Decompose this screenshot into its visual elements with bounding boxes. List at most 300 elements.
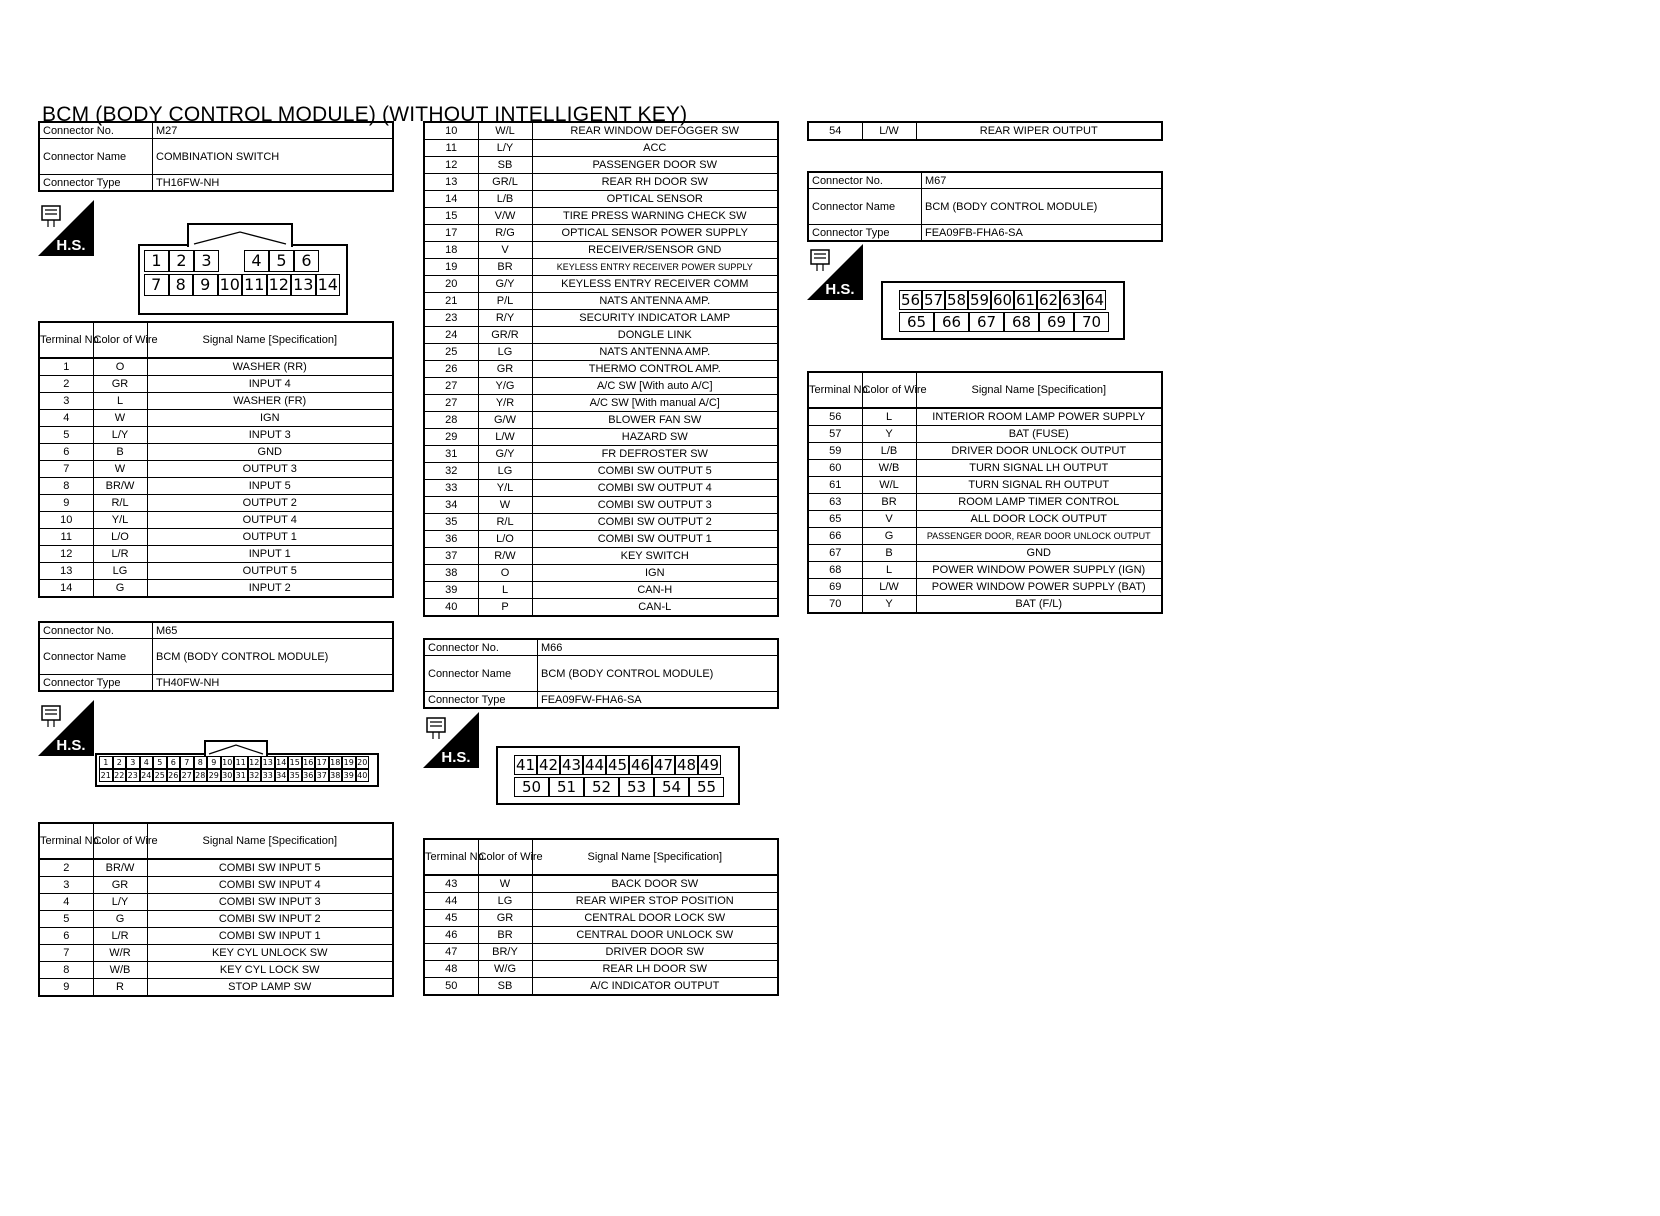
terminal-no-cell: 38 — [424, 565, 478, 582]
terminal-no-cell: 59 — [808, 443, 862, 460]
wire-color-cell: W/G — [478, 961, 532, 978]
wire-color-cell: GR/R — [478, 327, 532, 344]
terminal-no-cell: 14 — [424, 191, 478, 208]
color-of-wire-header: Color of Wire — [478, 839, 532, 875]
connector-pin: 56 — [900, 291, 921, 309]
terminal-no-cell: 7 — [39, 945, 93, 962]
connector-pin: 5 — [153, 756, 167, 769]
wire-color-cell: BR — [862, 494, 916, 511]
signal-name-cell: PASSENGER DOOR SW — [532, 157, 778, 174]
signal-name-cell: KEY CYL LOCK SW — [147, 962, 393, 979]
signal-name-cell: IGN — [532, 565, 778, 582]
signal-name-cell: INTERIOR ROOM LAMP POWER SUPPLY — [916, 408, 1162, 426]
signal-name-cell: ACC — [532, 140, 778, 157]
table-row — [424, 378, 778, 395]
table-row — [424, 276, 778, 293]
color-of-wire-header: Color of Wire — [93, 322, 147, 358]
signal-name-cell: REAR WIPER OUTPUT — [916, 122, 1162, 140]
wire-color-cell: GR — [93, 877, 147, 894]
wire-color-cell: R/Y — [478, 310, 532, 327]
connector-pin: 47 — [653, 756, 674, 774]
wire-color-cell: W/B — [862, 460, 916, 477]
wire-color-cell: R/G — [478, 225, 532, 242]
m65-terminal-table-continued — [423, 121, 779, 617]
signal-name-cell: BLOWER FAN SW — [532, 412, 778, 429]
table-row — [424, 122, 778, 140]
wire-color-cell: L/Y — [93, 894, 147, 911]
m67-connector-info — [807, 171, 1163, 242]
signal-name-cell: RECEIVER/SENSOR GND — [532, 242, 778, 259]
terminal-no-cell: 18 — [424, 242, 478, 259]
wire-color-cell: V — [478, 242, 532, 259]
table-row — [424, 893, 778, 910]
wire-color-cell: W/L — [478, 122, 532, 140]
signal-name-cell: KEYLESS ENTRY RECEIVER COMM — [532, 276, 778, 293]
table-row — [808, 460, 1162, 477]
connector-no-label: Connector No. — [424, 639, 538, 656]
signal-name-cell: COMBI SW INPUT 2 — [147, 911, 393, 928]
terminal-no-cell: 13 — [39, 563, 93, 580]
signal-name-cell: TIRE PRESS WARNING CHECK SW — [532, 208, 778, 225]
signal-name-cell: WASHER (FR) — [147, 393, 393, 410]
connector-pin: 42 — [538, 756, 559, 774]
connector-pin: 22 — [114, 771, 125, 780]
table-row — [424, 259, 778, 276]
connector-pin: 13 — [291, 274, 316, 296]
connector-pin: 69 — [1039, 312, 1074, 332]
connector-pin: 11 — [235, 758, 246, 767]
signal-name-cell: OUTPUT 2 — [147, 495, 393, 512]
connector-pin: 64 — [1084, 291, 1105, 309]
m65-connector-diagram — [95, 753, 379, 787]
terminal-no-cell: 27 — [424, 378, 478, 395]
terminal-no-cell: 26 — [424, 361, 478, 378]
wire-color-cell: G — [862, 528, 916, 545]
wire-color-cell: L/W — [862, 122, 916, 140]
m27-connector-type: TH16FW-NH — [153, 175, 394, 192]
signal-name-cell: TURN SIGNAL RH OUTPUT — [916, 477, 1162, 494]
terminal-no-cell: 12 — [424, 157, 478, 174]
connector-name-label: Connector Name — [808, 189, 922, 225]
table-row — [424, 191, 778, 208]
pin-cavity-empty — [219, 250, 244, 272]
wire-color-cell: W — [478, 497, 532, 514]
connector-pin: 30 — [222, 771, 233, 780]
wire-color-cell: B — [93, 444, 147, 461]
wire-color-cell: L/O — [93, 529, 147, 546]
wire-color-cell: G — [93, 911, 147, 928]
connector-pin: 5 — [269, 250, 294, 272]
table-row — [424, 208, 778, 225]
terminal-no-cell: 66 — [808, 528, 862, 545]
connector-pin: 45 — [607, 756, 628, 774]
signal-name-cell: OPTICAL SENSOR POWER SUPPLY — [532, 225, 778, 242]
terminal-no-header: Terminal No. — [39, 823, 93, 859]
terminal-no-cell: 1 — [39, 358, 93, 376]
connector-pin: 8 — [194, 756, 208, 769]
signal-name-cell: PASSENGER DOOR, REAR DOOR UNLOCK OUTPUT — [916, 528, 1162, 545]
terminal-no-cell: 28 — [424, 412, 478, 429]
connector-pin: 34 — [276, 771, 287, 780]
terminal-no-cell: 9 — [39, 495, 93, 512]
signal-name-cell: GND — [147, 444, 393, 461]
connector-type-label: Connector Type — [424, 692, 538, 709]
table-row — [808, 528, 1162, 545]
terminal-no-cell: 50 — [424, 978, 478, 996]
wire-color-cell: BR/W — [93, 478, 147, 495]
connector-pin: 27 — [181, 771, 192, 780]
terminal-no-cell: 3 — [39, 393, 93, 410]
terminal-no-cell: 37 — [424, 548, 478, 565]
table-row — [808, 443, 1162, 460]
terminal-no-cell: 23 — [424, 310, 478, 327]
wire-color-cell: LG — [93, 563, 147, 580]
m65-connector-type: TH40FW-NH — [153, 675, 394, 692]
terminal-no-cell: 4 — [39, 894, 93, 911]
connector-pin: 17 — [316, 758, 327, 767]
terminal-no-cell: 21 — [424, 293, 478, 310]
signal-name-cell: DRIVER DOOR UNLOCK OUTPUT — [916, 443, 1162, 460]
hs-harness-side-icon — [38, 200, 94, 256]
table-row — [424, 582, 778, 599]
table-row — [424, 293, 778, 310]
wire-color-cell: W/R — [93, 945, 147, 962]
table-row — [39, 393, 393, 410]
connector-pin: 14 — [316, 274, 341, 296]
connector-pin: 20 — [357, 758, 368, 767]
table-row — [39, 859, 393, 877]
connector-pin: 3 — [126, 756, 140, 769]
wire-color-cell: W — [93, 461, 147, 478]
signal-name-header: Signal Name [Specification] — [147, 823, 393, 859]
wire-color-cell: G/Y — [478, 446, 532, 463]
wire-color-cell: BR — [478, 927, 532, 944]
wire-color-cell: Y/L — [93, 512, 147, 529]
hs-harness-side-icon — [423, 712, 479, 768]
connector-no-label: Connector No. — [808, 172, 922, 189]
m67-terminal-table — [807, 371, 1163, 614]
connector-pin: 19 — [343, 758, 354, 767]
connector-pin: 10 — [222, 758, 233, 767]
table-row — [808, 545, 1162, 562]
signal-name-cell: SECURITY INDICATOR LAMP — [532, 310, 778, 327]
terminal-no-cell: 68 — [808, 562, 862, 579]
terminal-no-cell: 44 — [424, 893, 478, 910]
wire-color-cell: L/W — [862, 579, 916, 596]
connector-pin: 70 — [1074, 312, 1109, 332]
signal-name-cell: INPUT 2 — [147, 580, 393, 598]
table-row — [39, 928, 393, 945]
table-row — [39, 461, 393, 478]
terminal-no-cell: 65 — [808, 511, 862, 528]
wire-color-cell: L/B — [478, 191, 532, 208]
table-row — [424, 927, 778, 944]
connector-pin: 58 — [946, 291, 967, 309]
terminal-no-cell: 27 — [424, 395, 478, 412]
terminal-no-cell: 46 — [424, 927, 478, 944]
signal-name-cell: ALL DOOR LOCK OUTPUT — [916, 511, 1162, 528]
terminal-no-cell: 47 — [424, 944, 478, 961]
table-row — [39, 979, 393, 997]
wire-color-cell: BR/W — [93, 859, 147, 877]
connector-pin: 1 — [99, 756, 113, 769]
m66-connector-no: M66 — [538, 639, 779, 656]
connector-pin: 6 — [294, 250, 319, 272]
wire-color-cell: GR/L — [478, 174, 532, 191]
terminal-no-cell: 12 — [39, 546, 93, 563]
table-row — [808, 511, 1162, 528]
signal-name-cell: REAR RH DOOR SW — [532, 174, 778, 191]
table-row — [808, 596, 1162, 614]
m65-terminal-table — [38, 822, 394, 997]
m27-connector-diagram — [138, 244, 348, 315]
connector-pin: 49 — [699, 756, 720, 774]
connector-type-label: Connector Type — [39, 675, 153, 692]
wire-color-cell: L/R — [93, 546, 147, 563]
signal-name-cell: STOP LAMP SW — [147, 979, 393, 997]
wire-color-cell: L — [862, 408, 916, 426]
connector-pin: 65 — [899, 312, 934, 332]
wire-color-cell: V — [862, 511, 916, 528]
wire-color-cell: G/Y — [478, 276, 532, 293]
signal-name-cell: NATS ANTENNA AMP. — [532, 344, 778, 361]
signal-name-cell: REAR LH DOOR SW — [532, 961, 778, 978]
color-of-wire-header: Color of Wire — [862, 372, 916, 408]
terminal-no-cell: 35 — [424, 514, 478, 531]
connector-no-label: Connector No. — [39, 622, 153, 639]
signal-name-cell: OPTICAL SENSOR — [532, 191, 778, 208]
connector-pin: 41 — [515, 756, 536, 774]
table-row — [39, 563, 393, 580]
table-row — [424, 910, 778, 927]
connector-pin: 24 — [141, 771, 152, 780]
signal-name-cell: A/C INDICATOR OUTPUT — [532, 978, 778, 996]
signal-name-cell: KEYLESS ENTRY RECEIVER POWER SUPPLY — [532, 259, 778, 276]
connector-pin: 36 — [303, 771, 314, 780]
terminal-no-cell: 9 — [39, 979, 93, 997]
m27-connector-name: COMBINATION SWITCH — [153, 139, 394, 175]
terminal-no-cell: 5 — [39, 427, 93, 444]
connector-pin: 29 — [208, 771, 219, 780]
connector-pin: 39 — [343, 771, 354, 780]
table-row — [424, 157, 778, 174]
table-row — [39, 546, 393, 563]
wire-color-cell: GR — [478, 910, 532, 927]
table-row — [39, 512, 393, 529]
signal-name-cell: NATS ANTENNA AMP. — [532, 293, 778, 310]
m65-connector-info — [38, 621, 394, 692]
table-row — [39, 580, 393, 598]
connector-no-label: Connector No. — [39, 122, 153, 139]
connector-pin: 25 — [154, 771, 165, 780]
table-row — [424, 875, 778, 893]
table-row — [39, 376, 393, 393]
connector-pin: 52 — [584, 777, 619, 797]
wire-color-cell: BR/Y — [478, 944, 532, 961]
connector-pin: 26 — [168, 771, 179, 780]
connector-pin: 2 — [169, 250, 194, 272]
connector-pin: 67 — [969, 312, 1004, 332]
signal-name-cell: COMBI SW OUTPUT 3 — [532, 497, 778, 514]
terminal-no-cell: 70 — [808, 596, 862, 614]
table-row — [808, 477, 1162, 494]
connector-pin: 11 — [242, 274, 267, 296]
signal-name-cell: CENTRAL DOOR LOCK SW — [532, 910, 778, 927]
terminal-no-cell: 54 — [808, 122, 862, 140]
signal-name-cell: INPUT 4 — [147, 376, 393, 393]
signal-name-cell: CAN-H — [532, 582, 778, 599]
signal-name-cell: CENTRAL DOOR UNLOCK SW — [532, 927, 778, 944]
hs-label: H.S. — [825, 281, 855, 298]
table-row — [424, 412, 778, 429]
signal-name-cell: BACK DOOR SW — [532, 875, 778, 893]
connector-pin: 53 — [619, 777, 654, 797]
m27-connector-no: M27 — [153, 122, 394, 139]
wire-color-cell: B — [862, 545, 916, 562]
wire-color-cell: P/L — [478, 293, 532, 310]
m67-connector-diagram — [881, 281, 1125, 340]
table-row — [39, 529, 393, 546]
signal-name-cell: KEY SWITCH — [532, 548, 778, 565]
connector-pin: 15 — [289, 758, 300, 767]
signal-name-cell: CAN-L — [532, 599, 778, 617]
table-row — [808, 494, 1162, 511]
wire-color-cell: Y/R — [478, 395, 532, 412]
connector-pin: 12 — [249, 758, 260, 767]
wire-color-cell: L — [478, 582, 532, 599]
table-row — [39, 894, 393, 911]
connector-pin: 44 — [584, 756, 605, 774]
signal-name-cell: DRIVER DOOR SW — [532, 944, 778, 961]
signal-name-header: Signal Name [Specification] — [916, 372, 1162, 408]
connector-latch-icon — [188, 222, 294, 248]
table-row — [424, 225, 778, 242]
connector-type-label: Connector Type — [39, 175, 153, 192]
terminal-no-cell: 32 — [424, 463, 478, 480]
signal-name-cell: TURN SIGNAL LH OUTPUT — [916, 460, 1162, 477]
signal-name-cell: INPUT 1 — [147, 546, 393, 563]
connector-pin: 1 — [144, 250, 169, 272]
table-row — [424, 327, 778, 344]
wire-color-cell: L/O — [478, 531, 532, 548]
table-row — [39, 945, 393, 962]
terminal-no-cell: 4 — [39, 410, 93, 427]
table-row — [424, 497, 778, 514]
terminal-no-cell: 43 — [424, 875, 478, 893]
terminal-no-cell: 31 — [424, 446, 478, 463]
terminal-no-cell: 56 — [808, 408, 862, 426]
signal-name-header: Signal Name [Specification] — [147, 322, 393, 358]
table-row — [424, 961, 778, 978]
terminal-no-cell: 34 — [424, 497, 478, 514]
connector-pin: 38 — [330, 771, 341, 780]
wire-color-cell: Y — [862, 596, 916, 614]
wire-color-cell: R/L — [478, 514, 532, 531]
signal-name-cell: WASHER (RR) — [147, 358, 393, 376]
wire-color-cell: SB — [478, 978, 532, 996]
terminal-no-header: Terminal No. — [39, 322, 93, 358]
wire-color-cell: LG — [478, 893, 532, 910]
signal-name-cell: FR DEFROSTER SW — [532, 446, 778, 463]
table-row — [424, 395, 778, 412]
signal-name-cell: OUTPUT 3 — [147, 461, 393, 478]
wire-color-cell: BR — [478, 259, 532, 276]
table-row — [39, 877, 393, 894]
connector-pin: 9 — [193, 274, 218, 296]
connector-latch-icon — [205, 739, 269, 757]
wire-color-cell: LG — [478, 463, 532, 480]
connector-pin: 59 — [969, 291, 990, 309]
table-row — [424, 514, 778, 531]
signal-name-cell: COMBI SW OUTPUT 2 — [532, 514, 778, 531]
terminal-no-cell: 17 — [424, 225, 478, 242]
terminal-no-cell: 5 — [39, 911, 93, 928]
connector-pin: 35 — [289, 771, 300, 780]
terminal-no-cell: 69 — [808, 579, 862, 596]
color-of-wire-header: Color of Wire — [93, 823, 147, 859]
wire-color-cell: L/B — [862, 443, 916, 460]
wire-color-cell: R/W — [478, 548, 532, 565]
signal-name-cell: A/C SW [With auto A/C] — [532, 378, 778, 395]
signal-name-cell: OUTPUT 1 — [147, 529, 393, 546]
wire-color-cell: W/B — [93, 962, 147, 979]
table-row — [424, 548, 778, 565]
table-row — [424, 344, 778, 361]
hs-label: H.S. — [56, 737, 86, 754]
m27-terminal-table — [38, 321, 394, 598]
terminal-no-cell: 67 — [808, 545, 862, 562]
connector-pin: 48 — [676, 756, 697, 774]
connector-pin: 7 — [144, 274, 169, 296]
table-row — [424, 944, 778, 961]
connector-pin: 12 — [267, 274, 292, 296]
terminal-no-cell: 11 — [39, 529, 93, 546]
connector-pin: 32 — [249, 771, 260, 780]
wire-color-cell: L — [93, 393, 147, 410]
terminal-no-cell: 14 — [39, 580, 93, 598]
terminal-no-cell: 57 — [808, 426, 862, 443]
terminal-no-cell: 8 — [39, 962, 93, 979]
table-row — [39, 495, 393, 512]
wire-color-cell: P — [478, 599, 532, 617]
connector-pin: 9 — [207, 756, 221, 769]
signal-name-cell: COMBI SW OUTPUT 1 — [532, 531, 778, 548]
m67-connector-no: M67 — [922, 172, 1163, 189]
table-row — [808, 408, 1162, 426]
connector-pin: 66 — [934, 312, 969, 332]
connector-pin: 51 — [549, 777, 584, 797]
connector-pin: 21 — [100, 771, 111, 780]
m66-terminal-table — [423, 838, 779, 996]
m65-connector-name: BCM (BODY CONTROL MODULE) — [153, 639, 394, 675]
hs-harness-side-icon — [38, 700, 94, 756]
connector-pin: 3 — [194, 250, 219, 272]
signal-name-cell: OUTPUT 4 — [147, 512, 393, 529]
connector-pin: 33 — [262, 771, 273, 780]
wire-color-cell: V/W — [478, 208, 532, 225]
m65-connector-no: M65 — [153, 622, 394, 639]
signal-name-cell: OUTPUT 5 — [147, 563, 393, 580]
wire-color-cell: L/W — [478, 429, 532, 446]
wire-color-cell: G/W — [478, 412, 532, 429]
table-row — [424, 242, 778, 259]
signal-name-cell: BAT (F/L) — [916, 596, 1162, 614]
signal-name-cell: DONGLE LINK — [532, 327, 778, 344]
signal-name-cell: ROOM LAMP TIMER CONTROL — [916, 494, 1162, 511]
terminal-no-cell: 10 — [424, 122, 478, 140]
signal-name-cell: REAR WINDOW DEFOGGER SW — [532, 122, 778, 140]
signal-name-header: Signal Name [Specification] — [532, 839, 778, 875]
